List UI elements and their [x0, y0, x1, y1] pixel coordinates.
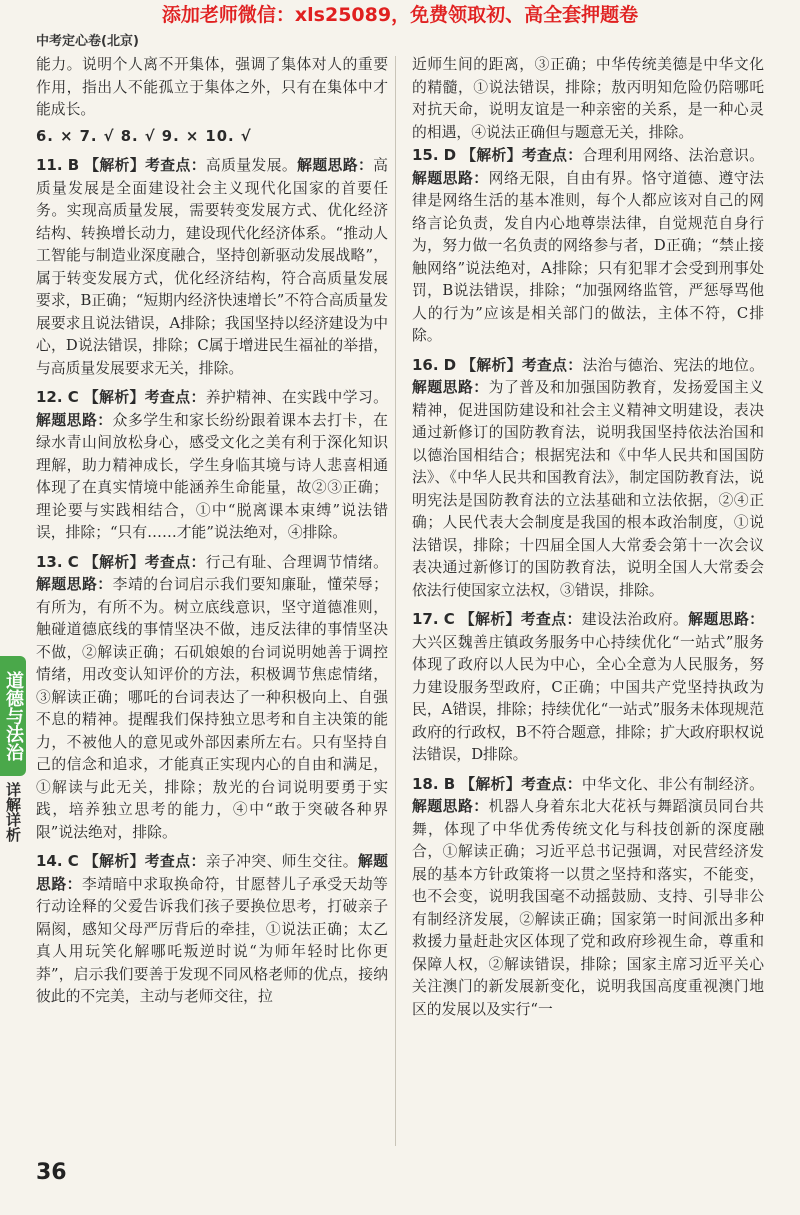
answer-letter: C [67, 552, 79, 571]
question-number: 16. [412, 355, 439, 374]
right-intro: 近师生间的距离，③正确；中华传统美德是中华文化的精髓，①说法错误，排除；敖丙明知危险仍陪哪吒对抗天命，说明友谊是一种亲密的关系，是一种心灵的相遇，④说法正确但与题意无关，排除。 [412, 56, 764, 141]
left-items [36, 154, 388, 1009]
reasoning-label: 解题思路： [36, 853, 388, 893]
exam-point: 高质量发展。 [205, 157, 298, 174]
reasoning-label: 解题思路： [412, 379, 489, 396]
question-number: 13. [36, 552, 63, 571]
answer-letter: B [67, 156, 80, 174]
question-number: 14. [36, 852, 63, 870]
answer-letter: D [443, 146, 457, 164]
reasoning-label: 解题思路： [36, 411, 113, 429]
explanation-text: 李靖的台词启示我们要知廉耻，懂荣辱；有所为，有所不为。树立底线意识，坚守道德准则，触碰道德底线的事情坚决不做，违反法律的事情坚决不做，②解读正确；石矶娘娘的台词说明她善于调控情绪，用改变认知评价的方法，积极调节焦虑情绪，③解读正确；哪吒的台词表达了一种积极向上、自强不息的精神。提醒我们保持独立思考和自主决策的能力，不被他人的意见或外部因素所左右。只有坚持自己的信念和追求，才能真正实现内心的自由和满足，①解读与此无关，排除；敖光的台词说明要勇于实践，培养独立思考的能力，④中“敢于突破各种界限”说法绝对，排除。 [36, 576, 388, 841]
watermark-banner: 添加老师微信：xls25089，免费领取初、高全套押题卷 [161, 4, 639, 26]
explanation-text: 高质量发展是全面建设社会主义现代化国家的首要任务。实现高质量发展，需要转变发展方式、优化经济结构、转换增长动力，建设现代化经济体系。“推动人工智能与制造业深度融合，坚持创新驱动发展战略”，属于转变发展方式，优化经济结构，符合高质量发展要求，B正确；“短期内经济快速增长”不符合高质量发展要求且说法错误，A排除；我国坚持以经济建设为中心，D说法错误，排除；C属于增进民生福祉的举措，与高质量发展要求无关，排除。 [36, 157, 388, 377]
running-head: 中考定心卷(北京) [36, 34, 139, 49]
analysis-tag: 【解析】考查点： [83, 553, 206, 571]
answer-item [412, 144, 764, 348]
analysis-tag: 【解析】考查点： [83, 853, 206, 870]
subject-tab: 道德与法治 [0, 656, 26, 776]
exam-point: 行己有耻、合理调节情绪。 [205, 553, 388, 571]
reasoning-label: 解题思路： [412, 798, 489, 815]
left-column [36, 54, 388, 1015]
column-divider [395, 56, 396, 1146]
answer-item [36, 551, 388, 845]
answer-letter: D [443, 355, 457, 374]
answer-item [36, 386, 388, 545]
explanation-text: 李靖暗中求取换命符，甘愿替儿子承受天劫等行动诠释的父爱告诉我们孩子要换位思考，打破亲子隔阂，感知父母严厉背后的牵挂，①说法正确；太乙真人用玩笑化解哪吒叛逆时说“为师年轻时比你更莽”，启示我们要善于发现不同风格老师的优点，接纳彼此的不完美，主动与老师交往，拉 [36, 875, 388, 1005]
exam-point: 合理利用网络、法治意识。 [582, 147, 764, 164]
side-note: 详解详析 [4, 782, 22, 842]
right-items [412, 144, 764, 1021]
answer-letter: C [443, 610, 455, 628]
explanation-text: 大兴区魏善庄镇政务服务中心持续优化“一站式”服务体现了政府以人民为中心，全心全意为人民服务，努力建设服务型政府，C正确；中国共产党坚持执政为民，A错误，排除；持续优化“一站式”服务未体现规范政府的行政权，B不符合题意，排除；扩大政府职权说法错误，D排除。 [412, 633, 764, 763]
answers-row: 6. × 7. √ 8. √ 9. × 10. √ [36, 127, 252, 145]
answer-item [412, 608, 764, 767]
reasoning-label: 解题思路： [688, 611, 764, 628]
analysis-tag: 【解析】考查点： [461, 147, 583, 164]
exam-point: 亲子冲突、师生交往。 [205, 853, 358, 870]
exam-point: 建设法治政府。 [581, 611, 689, 628]
explanation-text: 众多学生和家长纷纷跟着课本去打卡，在绿水青山间放松身心，感受文化之美有利于深化知识理解，助力精神成长，学生身临其境与诗人悲喜相通体现了在真实情境中能涵养生命能量，故②③正确；理论要与实践相结合，①中“脱离课本束缚”说法错误，排除；“只有……才能”说法绝对，④排除。 [36, 411, 388, 541]
reasoning-label: 解题思路： [297, 157, 374, 174]
question-number: 18. [412, 774, 439, 793]
explanation-text: 网络无限，自由有界。恪守道德、遵守法律是网络生活的基本准则，每个人都应该对自己的网络言论负责，发自内心地尊崇法律，自觉规范自身行为，努力做一名负责的网络参与者，D正确；“禁止接触网络”说法绝对，A排除；只有犯罪才会受到刑事处罚，B说法错误，排除；“加强网络监管，严惩辱骂他人的行为”应该是相关部门的做法，主体不符，C排除。 [412, 169, 764, 344]
explanation-text: 为了普及和加强国防教育，发扬爱国主义精神，促进国防建设和社会主义精神文明建设，表决通过新修订的国防教育法，说明我国坚持依法治国和以德治国相结合；根据宪法和《中华人民共和国国防法》、《中华人民共和国教育法》，制定国防教育法，说明宪法是国防教育法的立法基础和立法依据，②④正确；人民代表大会制度是我国的根本政治制度，①说法错误，排除；十四届全国人大常委会第十一次会议表决通过新修订的国防教育法，说明全国人大常委会依法行使国家立法权，③错误，排除。 [412, 379, 764, 599]
analysis-tag: 【解析】考查点： [460, 775, 582, 793]
exam-point: 中华文化、非公有制经济。 [581, 775, 764, 793]
question-number: 11. [36, 156, 63, 174]
question-number: 15. [412, 146, 439, 164]
question-number: 17. [412, 610, 439, 628]
analysis-tag: 【解析】考查点： [459, 611, 582, 628]
reasoning-label: 解题思路： [36, 576, 113, 593]
exam-point: 养护精神、在实践中学习。 [205, 389, 388, 406]
explanation-text: 机器人身着东北大花袄与舞蹈演员同台共舞，体现了中华优秀传统文化与科技创新的深度融合，①解读正确；习近平总书记强调，对民营经济发展的基本方针政策将一以贯之坚持和落实，不能变，也不会变，说明我国毫不动摇鼓励、支持、引导非公有制经济发展，②解读正确；国家第一时间派出多种救援力量赶赴灾区体现了党和政府珍视生命，尊重和保障人权，②解读错误，排除；国家主席习近平关心关注澳门的新发展新变化，说明我国高度重视澳门地区的发展以及实行“一 [412, 798, 764, 1018]
answer-letter: B [443, 774, 456, 793]
answer-item [412, 354, 764, 603]
exam-point: 法治与德治、宪法的地位。 [582, 356, 764, 374]
analysis-tag: 【解析】考查点： [461, 356, 583, 374]
analysis-tag: 【解析】考查点： [83, 389, 206, 406]
question-number: 12. [36, 388, 63, 406]
page-number: 36 [36, 1160, 67, 1185]
right-column [412, 54, 764, 1027]
reasoning-label: 解题思路： [412, 169, 489, 187]
answer-letter: C [67, 852, 79, 870]
answer-letter: C [67, 388, 79, 406]
answer-item [36, 850, 388, 1009]
left-intro: 能力。说明个人离不开集体，强调了集体对人的重要作用，指出人不能孤立于集体之外，只有在集体中才能成长。 [36, 56, 388, 118]
answer-item [36, 154, 388, 380]
analysis-tag: 【解析】考查点： [84, 157, 206, 174]
answer-item [412, 773, 764, 1022]
